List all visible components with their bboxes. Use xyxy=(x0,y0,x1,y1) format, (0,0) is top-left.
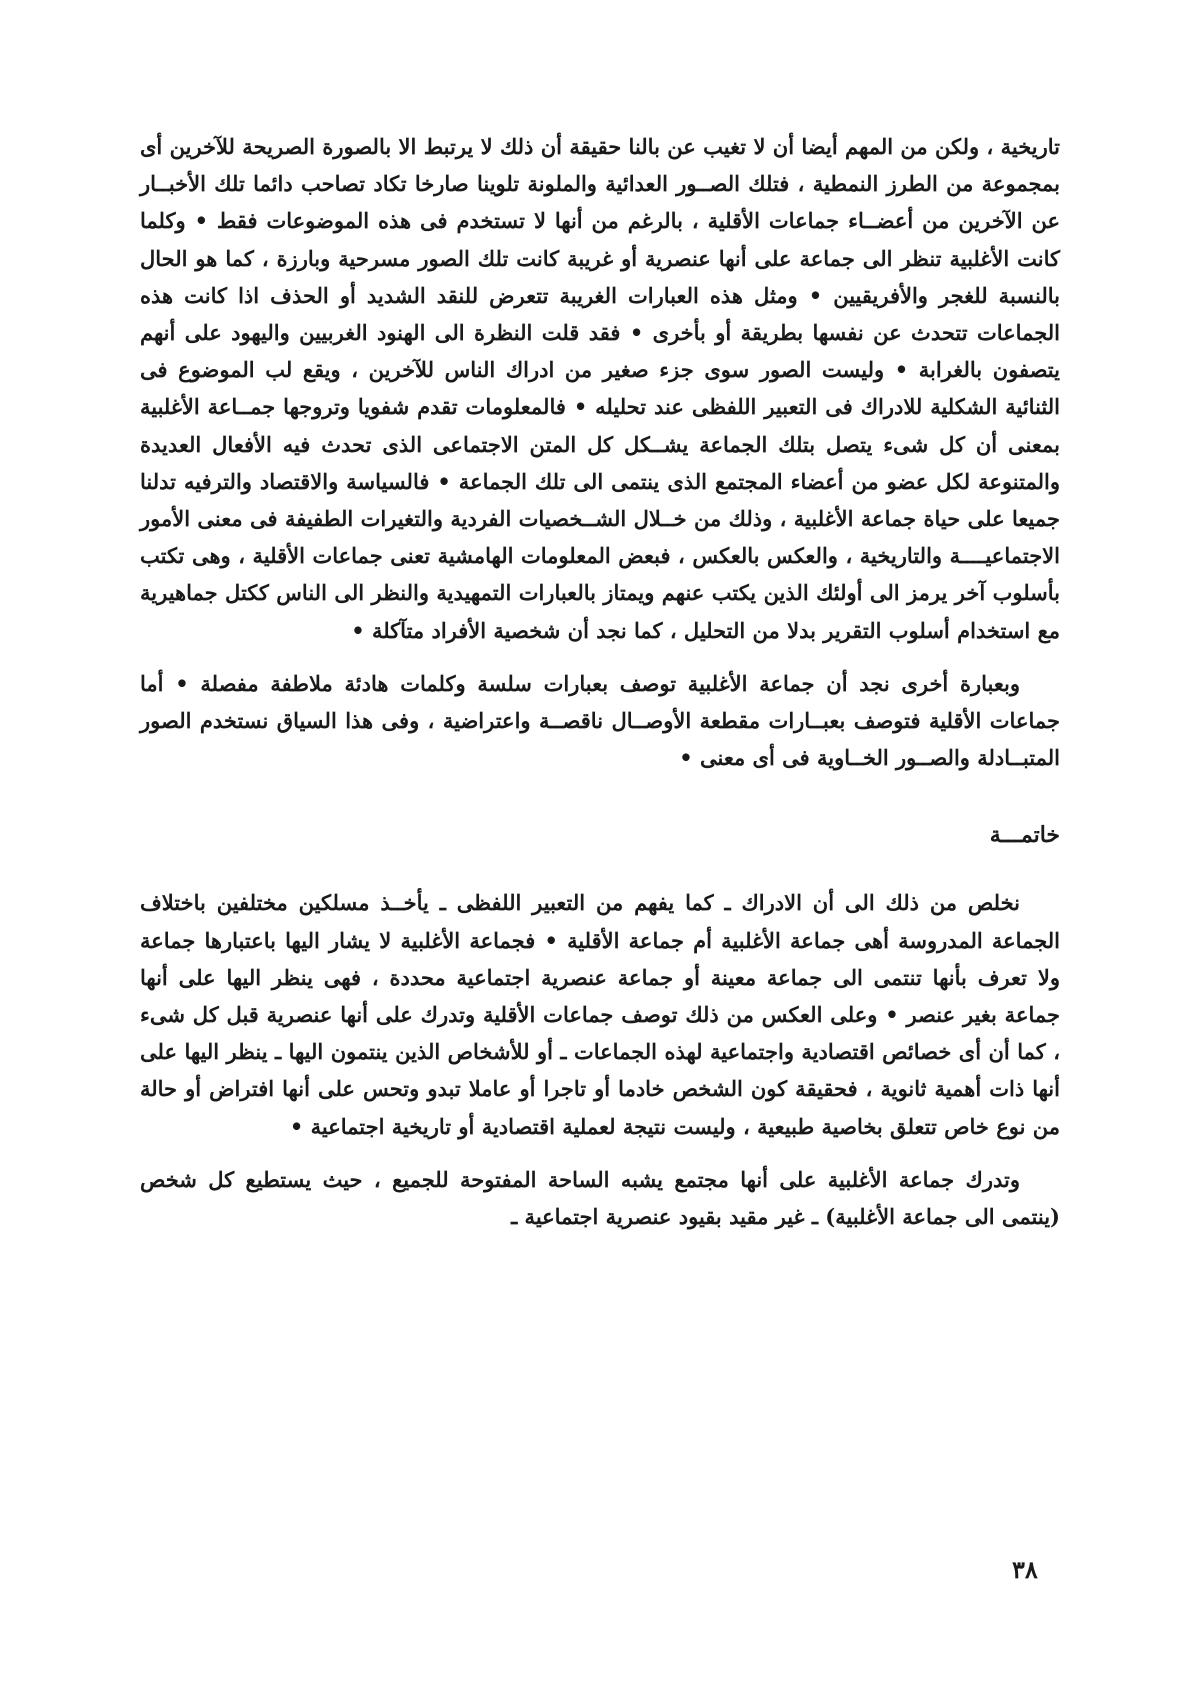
paragraph-4: وتدرك جماعة الأغلبية على أنها مجتمع يشبه الساحة المفتوحة للجميع ، حيث يستطيع كل شخص (ينتمى الى جماعة الأغلبية) ـ غير مقيد بقيود عنصرية اجتماعية ـ xyxy=(140,1166,1060,1230)
paragraph-2: وبعبارة أخرى نجد أن جماعة الأغلبية توصف بعبارات سلسة وكلمات هادئة ملاطفة مفصلة • أما جماعات الأقلية فتوصف بعبــارات مقطعة الأوصــال ناقصــة واعتراضية ، وفى هذا السياق نستخدم الصور المتبــادلة والصــور الخــاوية فى أى معنى • xyxy=(140,670,1060,771)
paragraph-3: نخلص من ذلك الى أن الادراك ـ كما يفهم من التعبير اللفظى ـ يأخــذ مسلكين مختلفين باختلاف الجماعة المدروسة أهى جماعة الأغلبية أم جماعة الأقلية • فجماعة الأغلبية لا يشار اليها باعتبارها جماعة ولا تعرف بأنها تنتمى الى جماعة معينة أو جماعة عنصرية اجتماعية محددة ، فهى ينظر اليها على أنها جماعة بغير عنصر • وعلى العكس من ذلك توصف جماعات الأقلية وتدرك على أنها عنصرية قبل كل شىء ، كما أن أى خصائص اقتصادية واجتماعية لهذه الجماعات ـ أو للأشخاص الذين ينتمون اليها ـ ينظر اليها على أنها ذات أهمية ثانوية ، فحقيقة كون الشخص خادما أو تاجرا أو عاملا تبدو وتحس على أنها افتراض أو حالة من نوع خاص تتعلق بخاصية طبيعية ، وليست نتيجة لعملية اقتصادية أو تاريخية اجتماعية • xyxy=(140,890,1060,1139)
paragraph-1: تاريخية ، ولكن من المهم أيضا أن لا تغيب عن بالنا حقيقة أن ذلك لا يرتبط الا بالصورة الصريحة للآخرين أى بمجموعة من الطرز النمطية ، فتلك الصــور العدائية والملونة تلوينا صارخا تكاد تصاحب دائما تلك الأخبــار عن الآخرين من أعضــاء جماعات الأقلية ، بالرغم من أنها لا تستخدم فى هذه الموضوعات فقط • وكلما كانت الأغلبية تنظر الى جماعة على أنها عنصرية أو غريبة كانت تلك الصور مسرحية وبارزة ، كما هو الحال بالنسبة للغجر والأفريقيين • ومثل هذه العبارات الغريبة تتعرض للنقد الشديد أو الحذف اذا كانت هذه الجماعات تتحدث عن نفسها بطريقة أو بأخرى • فقد قلت النظرة الى الهنود الغربيين واليهود على أنهم يتصفون بالغرابة • وليست الصور سوى جزء صغير من ادراك الناس للآخرين ، ويقع لب الموضوع فى الثنائية الشكلية للادراك فى التعبير اللفظى عند تحليله • فالمعلومات تقدم شفويا وتروجها جمــاعة الأغلبية بمعنى أن كل شىء يتصل بتلك الجماعة يشــكل كل المتن الاجتماعى الذى تحدث فيه الأفعال العديدة والمتنوعة لكل عضو من أعضاء المجتمع الذى ينتمى الى تلك الجماعة • فالسياسة والاقتصاد والترفيه تدلنا جميعا على حياة جماعة الأغلبية ، وذلك من خــلال الشــخصيات الفردية والتغيرات الطفيفة فى معنى الأمور الاجتماعيــــة والتاريخية ، والعكس بالعكس ، فبعض المعلومات الهامشية تعنى جماعات الأقلية ، وهى تكتب بأسلوب آخر يرمز الى أولئك الذين يكتب عنهم ويمتاز بالعبارات التمهيدية والنظر الى الناس ككتل جماهيرية مع استخدام أسلوب التقرير بدلا من التحليل ، كما نجد أن شخصية الأفراد متآكلة • xyxy=(140,134,1060,643)
page-number: ٣٨ xyxy=(1012,1555,1038,1584)
page-body xyxy=(140,128,1060,1235)
section-heading: خاتمـــة xyxy=(989,822,1060,849)
